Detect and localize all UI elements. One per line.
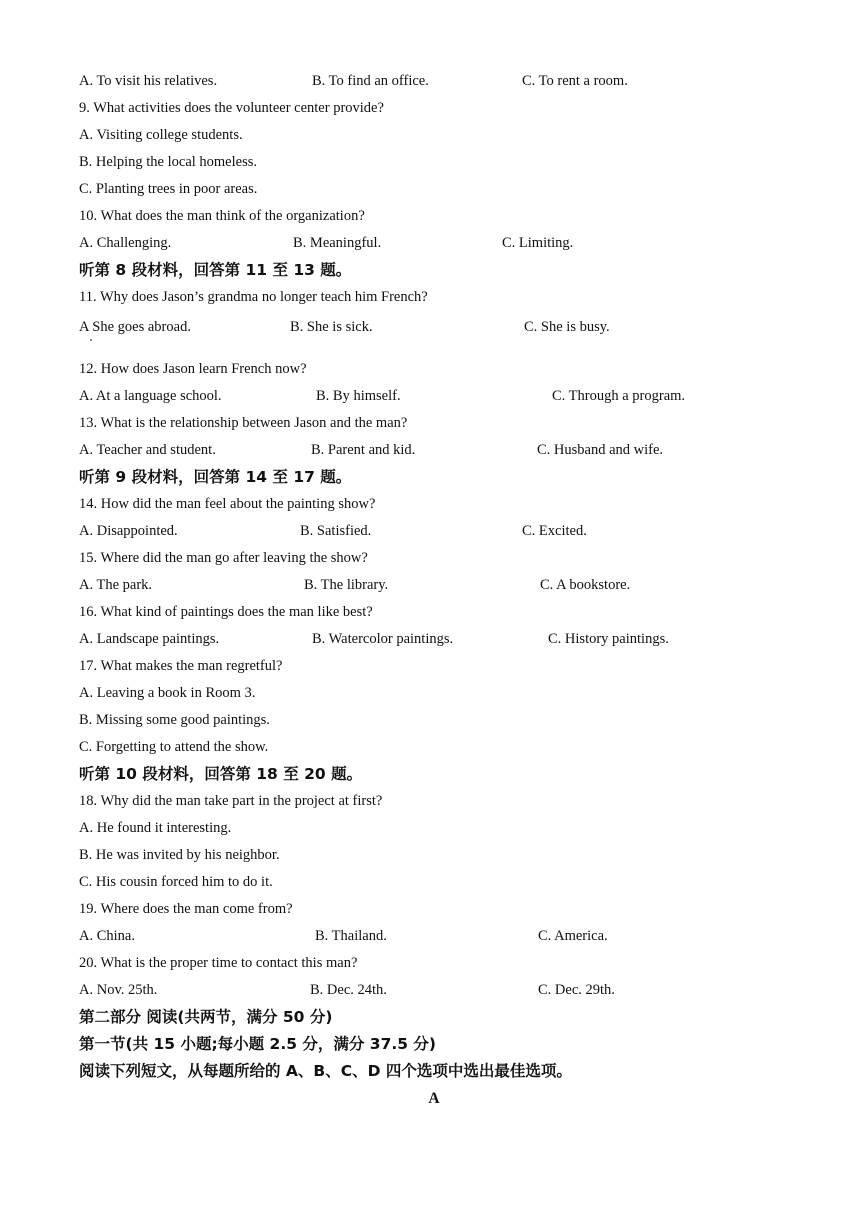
q10-option-a: A. Challenging.	[79, 235, 172, 251]
q13-question: 13. What is the relationship between Jason and the man?	[79, 415, 408, 431]
q13-option-a: A. Teacher and student.	[79, 442, 216, 458]
q15-question: 15. Where did the man go after leaving the show?	[79, 550, 368, 566]
q14-option-c: C. Excited.	[522, 523, 587, 539]
q20-option-a: A. Nov. 25th.	[79, 982, 158, 998]
q11-option-a: A She goes abroad.	[79, 319, 191, 335]
q12-option-b: B. By himself.	[316, 388, 401, 404]
q12-question: 12. How does Jason learn French now?	[79, 361, 307, 377]
q10-option-b: B. Meaningful.	[293, 235, 382, 251]
q12-option-a: A. At a language school.	[79, 388, 222, 404]
q14-option-b: B. Satisfied.	[300, 523, 372, 539]
q8-option-a: A. To visit his relatives.	[79, 73, 218, 89]
q17-option-b: B. Missing some good paintings.	[79, 712, 270, 728]
scan-dot	[90, 339, 92, 341]
q12-option-c: C. Through a program.	[552, 388, 686, 404]
q8-option-c: C. To rent a room.	[522, 73, 628, 89]
q17-option-a: A. Leaving a book in Room 3.	[79, 685, 256, 701]
q13-option-b: B. Parent and kid.	[311, 442, 416, 458]
q18-question: 18. Why did the man take part in the project at first?	[79, 793, 383, 809]
q13-option-c: C. Husband and wife.	[537, 442, 664, 458]
q18-option-c: C. His cousin forced him to do it.	[79, 874, 273, 890]
q20-option-b: B. Dec. 24th.	[310, 982, 387, 998]
q15-option-b: B. The library.	[304, 577, 389, 593]
q9-option-b: B. Helping the local homeless.	[79, 154, 257, 170]
q9-option-c: C. Planting trees in poor areas.	[79, 181, 258, 197]
q14-option-a: A. Disappointed.	[79, 523, 178, 539]
part-2-title: 第二部分 阅读(共两节，满分 50 分)	[79, 1008, 333, 1026]
q15-option-a: A. The park.	[79, 577, 153, 593]
q11-option-b: B. She is sick.	[290, 319, 373, 335]
passage-letter: A	[428, 1090, 440, 1107]
q16-question: 16. What kind of paintings does the man like best?	[79, 604, 373, 620]
q20-option-c: C. Dec. 29th.	[538, 982, 615, 998]
q19-option-c: C. America.	[538, 928, 608, 944]
q11-question: 11. Why does Jason’s grandma no longer teach him French?	[79, 289, 428, 305]
q17-option-c: C. Forgetting to attend the show.	[79, 739, 269, 755]
reading-instructions: 阅读下列短文，从每题所给的 A、B、C、D 四个选项中选出最佳选项。	[79, 1062, 572, 1080]
section-10-heading: 听第 10 段材料，回答第 18 至 20 题。	[79, 765, 363, 783]
q16-option-c: C. History paintings.	[548, 631, 669, 647]
q19-option-b: B. Thailand.	[315, 928, 387, 944]
q19-question: 19. Where does the man come from?	[79, 901, 293, 917]
q9-question: 9. What activities does the volunteer center provide?	[79, 100, 384, 116]
q20-question: 20. What is the proper time to contact this man?	[79, 955, 358, 971]
section-9-heading: 听第 9 段材料，回答第 14 至 17 题。	[79, 468, 352, 486]
q16-option-b: B. Watercolor paintings.	[312, 631, 454, 647]
q9-option-a: A. Visiting college students.	[79, 127, 243, 143]
q15-option-c: C. A bookstore.	[540, 577, 631, 593]
q18-option-b: B. He was invited by his neighbor.	[79, 847, 280, 863]
q19-option-a: A. China.	[79, 928, 135, 944]
q10-question: 10. What does the man think of the organization?	[79, 208, 365, 224]
q16-option-a: A. Landscape paintings.	[79, 631, 220, 647]
q8-option-b: B. To find an office.	[312, 73, 429, 89]
q14-question: 14. How did the man feel about the painting show?	[79, 496, 376, 512]
q18-option-a: A. He found it interesting.	[79, 820, 232, 836]
section-8-heading: 听第 8 段材料，回答第 11 至 13 题。	[79, 261, 352, 279]
q10-option-c: C. Limiting.	[502, 235, 574, 251]
q11-option-c: C. She is busy.	[524, 319, 610, 335]
q17-question: 17. What makes the man regretful?	[79, 658, 283, 674]
section-1-title: 第一节(共 15 小题;每小题 2.5 分，满分 37.5 分)	[79, 1035, 437, 1053]
